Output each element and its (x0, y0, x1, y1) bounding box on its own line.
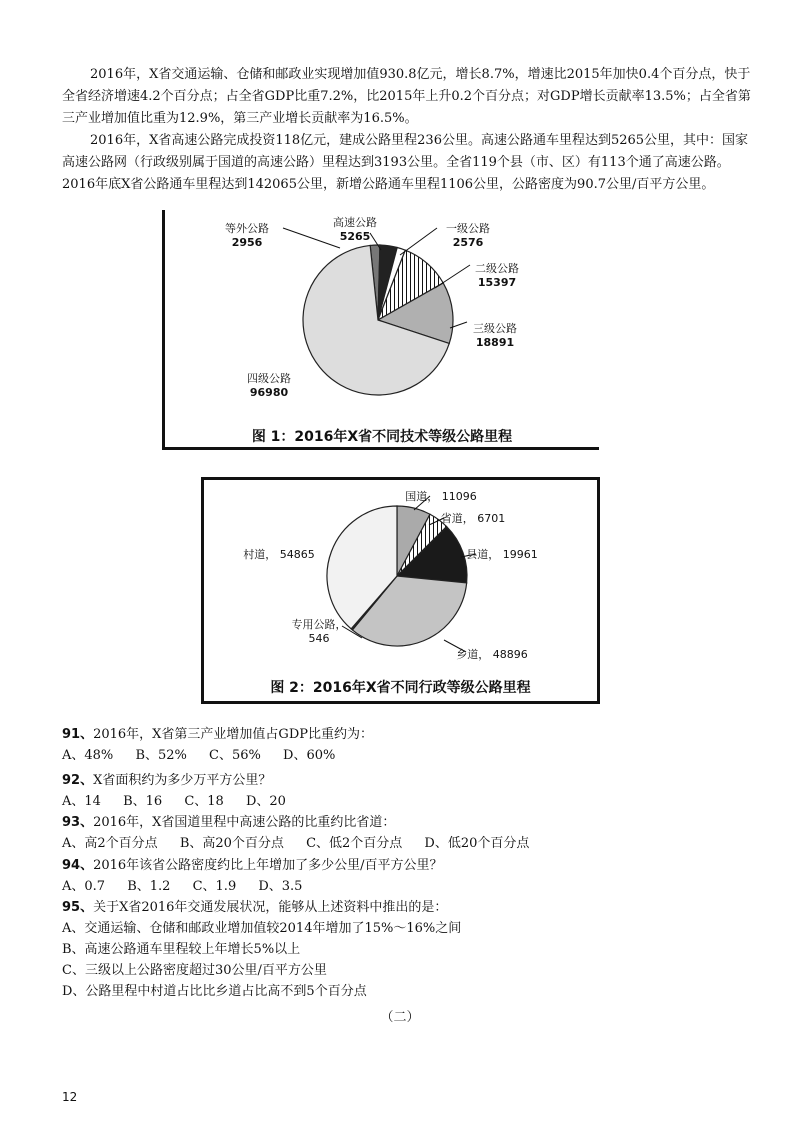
slice-label: 国道， 11096 (405, 490, 477, 503)
option-a[interactable]: A、0.7 (62, 879, 106, 894)
option-d[interactable]: D、3.5 (258, 879, 303, 894)
question-92 (62, 770, 762, 812)
slice-label: 等外公路 2956 (225, 222, 269, 249)
option-a[interactable]: A、48% (62, 748, 114, 763)
option-d[interactable]: D、60% (283, 748, 336, 763)
paragraph-1: 2016年，X省交通运输、仓储和邮政业实现增加值930.8亿元，增长8.7%，增速比2015年加快0.4个百分点，快于全省经济增速4.2个百分点；占全省GDP比重7.2%，比2015年上升0.2个百分点；对GDP增长贡献率13.5%；占全省第三产业增加值比重为12.9%，第三产业增长贡献率为16.5%。 (62, 67, 751, 126)
question-number: 95、 (62, 900, 94, 915)
question-text: 2016年，X省第三产业增加值占GDP比重约为： (93, 727, 373, 742)
pie-chart-2 (204, 480, 603, 707)
option-c[interactable]: C、56% (209, 748, 261, 763)
option-c[interactable]: C、1.9 (192, 879, 237, 894)
slice-label: 村道， 54865 (243, 548, 315, 561)
option-b[interactable]: B、高20个百分点 (179, 836, 284, 851)
question-number: 92、 (62, 773, 94, 788)
option-b[interactable]: B、52% (135, 748, 187, 763)
question-93 (62, 812, 762, 854)
leader-line (283, 228, 340, 248)
slice-label: 县道， 19961 (466, 548, 538, 561)
chart-figure-2 (201, 477, 600, 704)
chart-figure-1 (162, 210, 599, 450)
slice-label: 高速公路 5265 (333, 216, 377, 243)
pie-chart-1 (165, 210, 602, 450)
paragraph-2: 2016年，X省高速公路完成投资118亿元，建成公路里程236公里。高速公路通车里程达到5265公里，其中：国家高速公路网（行政级别属于国道的高速公路）里程达到3193公里。全省119个县（市、区）有113个通了高速公路。2016年底X省公路通车里程达到142065公里，新增公路通车里程1106公里，公路密度为90.7公里/百平方公里。 (62, 133, 749, 192)
question-text: 2016年该省公路密度约比上年增加了多少公里/百平方公里？ (93, 858, 443, 873)
question-91 (62, 724, 762, 766)
option-d[interactable]: D、低20个百分点 (424, 836, 530, 851)
option-b[interactable]: B、高速公路通车里程较上年增长5%以上 (62, 942, 301, 957)
page-number: 12 (62, 1090, 78, 1104)
question-text: 关于X省2016年交通发展状况，能够从上述资料中推出的是： (93, 900, 448, 915)
option-c[interactable]: C、18 (184, 794, 224, 809)
question-94 (62, 855, 762, 897)
question-number: 93、 (62, 815, 94, 830)
question-95 (62, 897, 762, 1002)
option-d[interactable]: D、20 (245, 794, 286, 809)
option-c[interactable]: C、三级以上公路密度超过30公里/百平方公里 (62, 963, 327, 978)
option-b[interactable]: B、16 (123, 794, 163, 809)
slice-label: 一级公路 2576 (446, 222, 490, 249)
question-number: 94、 (62, 858, 94, 873)
question-text: 2016年，X省国道里程中高速公路的比重约比省道： (93, 815, 396, 830)
slice-label: 四级公路 96980 (247, 372, 291, 399)
chart-2-title: 图 2：2016年X省不同行政等级公路里程 (270, 680, 531, 696)
question-number: 91、 (62, 727, 94, 742)
option-c[interactable]: C、低2个百分点 (306, 836, 403, 851)
slice-label: 省道， 6701 (440, 512, 506, 525)
option-a[interactable]: A、交通运输、仓储和邮政业增加值较2014年增加了15%～16%之间 (62, 921, 462, 936)
section-marker: （二） (380, 1010, 420, 1025)
option-a[interactable]: A、14 (62, 794, 101, 809)
slice-label: 二级公路 15397 (475, 262, 519, 289)
leader-line (435, 265, 470, 288)
chart-1-title: 图 1：2016年X省不同技术等级公路里程 (251, 429, 513, 445)
slice-label: 三级公路 18891 (473, 322, 517, 349)
question-text: X省面积约为多少万平方公里？ (93, 773, 272, 788)
leader-line (400, 228, 437, 255)
option-a[interactable]: A、高2个百分点 (62, 836, 158, 851)
slice-label: 专用公路， 546 (291, 618, 347, 645)
slice-label: 乡道， 48896 (456, 648, 528, 661)
option-b[interactable]: B、1.2 (127, 879, 171, 894)
option-d[interactable]: D、公路里程中村道占比比乡道占比高不到5个百分点 (62, 984, 367, 999)
